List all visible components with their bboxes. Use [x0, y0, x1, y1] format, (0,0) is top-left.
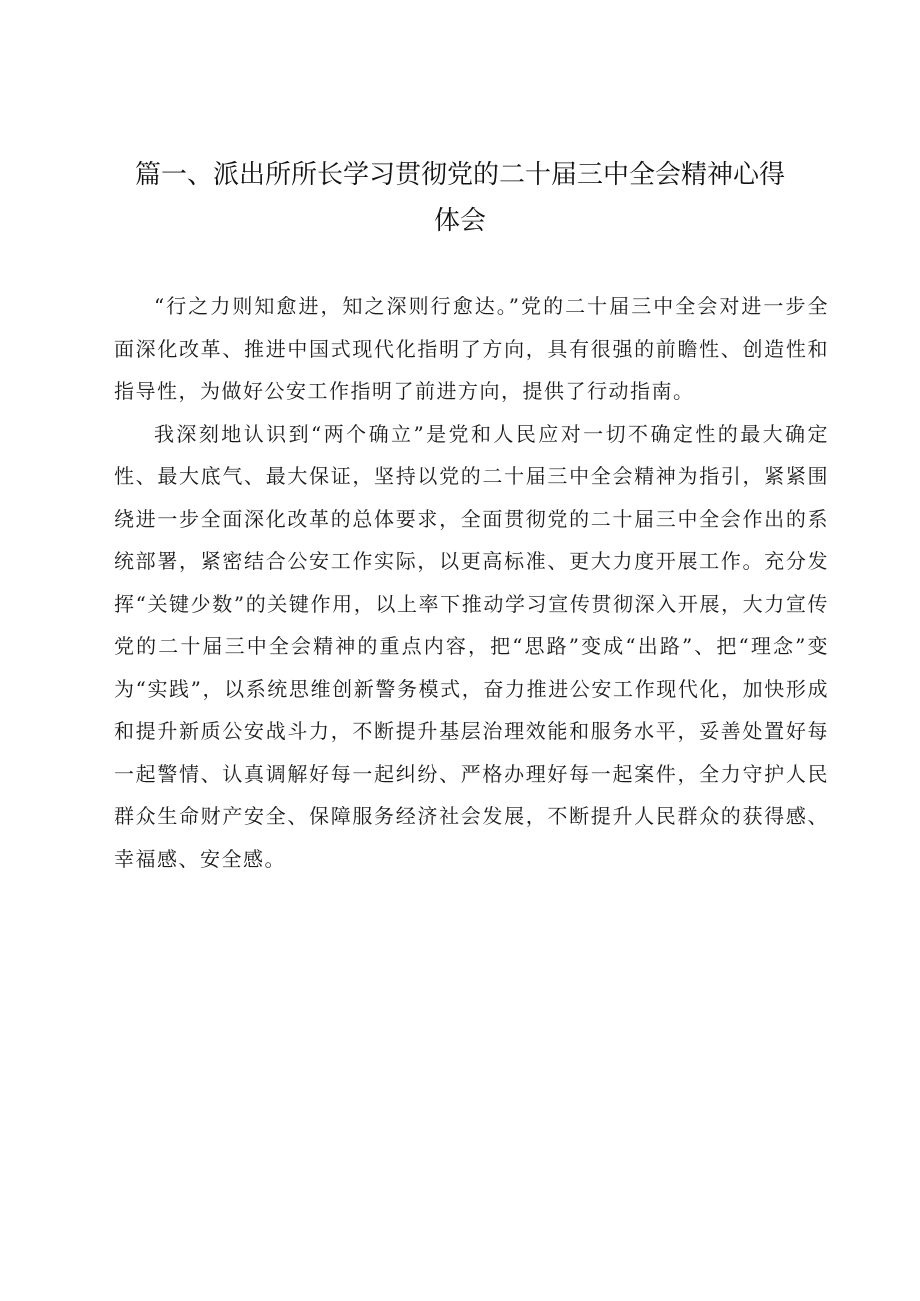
title-line-2: 体会 [433, 206, 486, 236]
document-title [120, 152, 800, 244]
document-body [114, 285, 829, 880]
paragraph-2: 我深刻地认识到“两个确立”是党和人民应对一切不确定性的最大确定性、最大底气、最大保证，坚持以党的二十届三中全会精神为指引，紧紧围绕进一步全面深化改革的总体要求，全面贯彻党的二十届三中全会作出的系统部署，紧密结合公安工作实际，以更高标准、更大力度开展工作。充分发挥“关键少数”的关键作用，以上率下推动学习宣传贯彻深入开展，大力宣传党的二十届三中全会精神的重点内容，把“思路”变成“出路”、把“理念”变为“实践”，以系统思维创新警务模式，奋力推进公安工作现代化，加快形成和提升新质公安战斗力，不断提升基层治理效能和服务水平，妥善处置好每一起警情、认真调解好每一起纠纷、严格办理好每一起案件，全力守护人民群众生命财产安全、保障服务经济社会发展，不断提升人民群众的获得感、幸福感、安全感。 [114, 421, 829, 871]
title-line-1: 篇一、派出所所长学习贯彻党的二十届三中全会精神心得 [134, 160, 785, 190]
paragraph-1: “行之力则知愈进，知之深则行愈达。”党的二十届三中全会对进一步全面深化改革、推进中国式现代化指明了方向，具有很强的前瞻性、创造性和指导性，为做好公安工作指明了前进方向，提供了行动指南。 [114, 294, 829, 403]
